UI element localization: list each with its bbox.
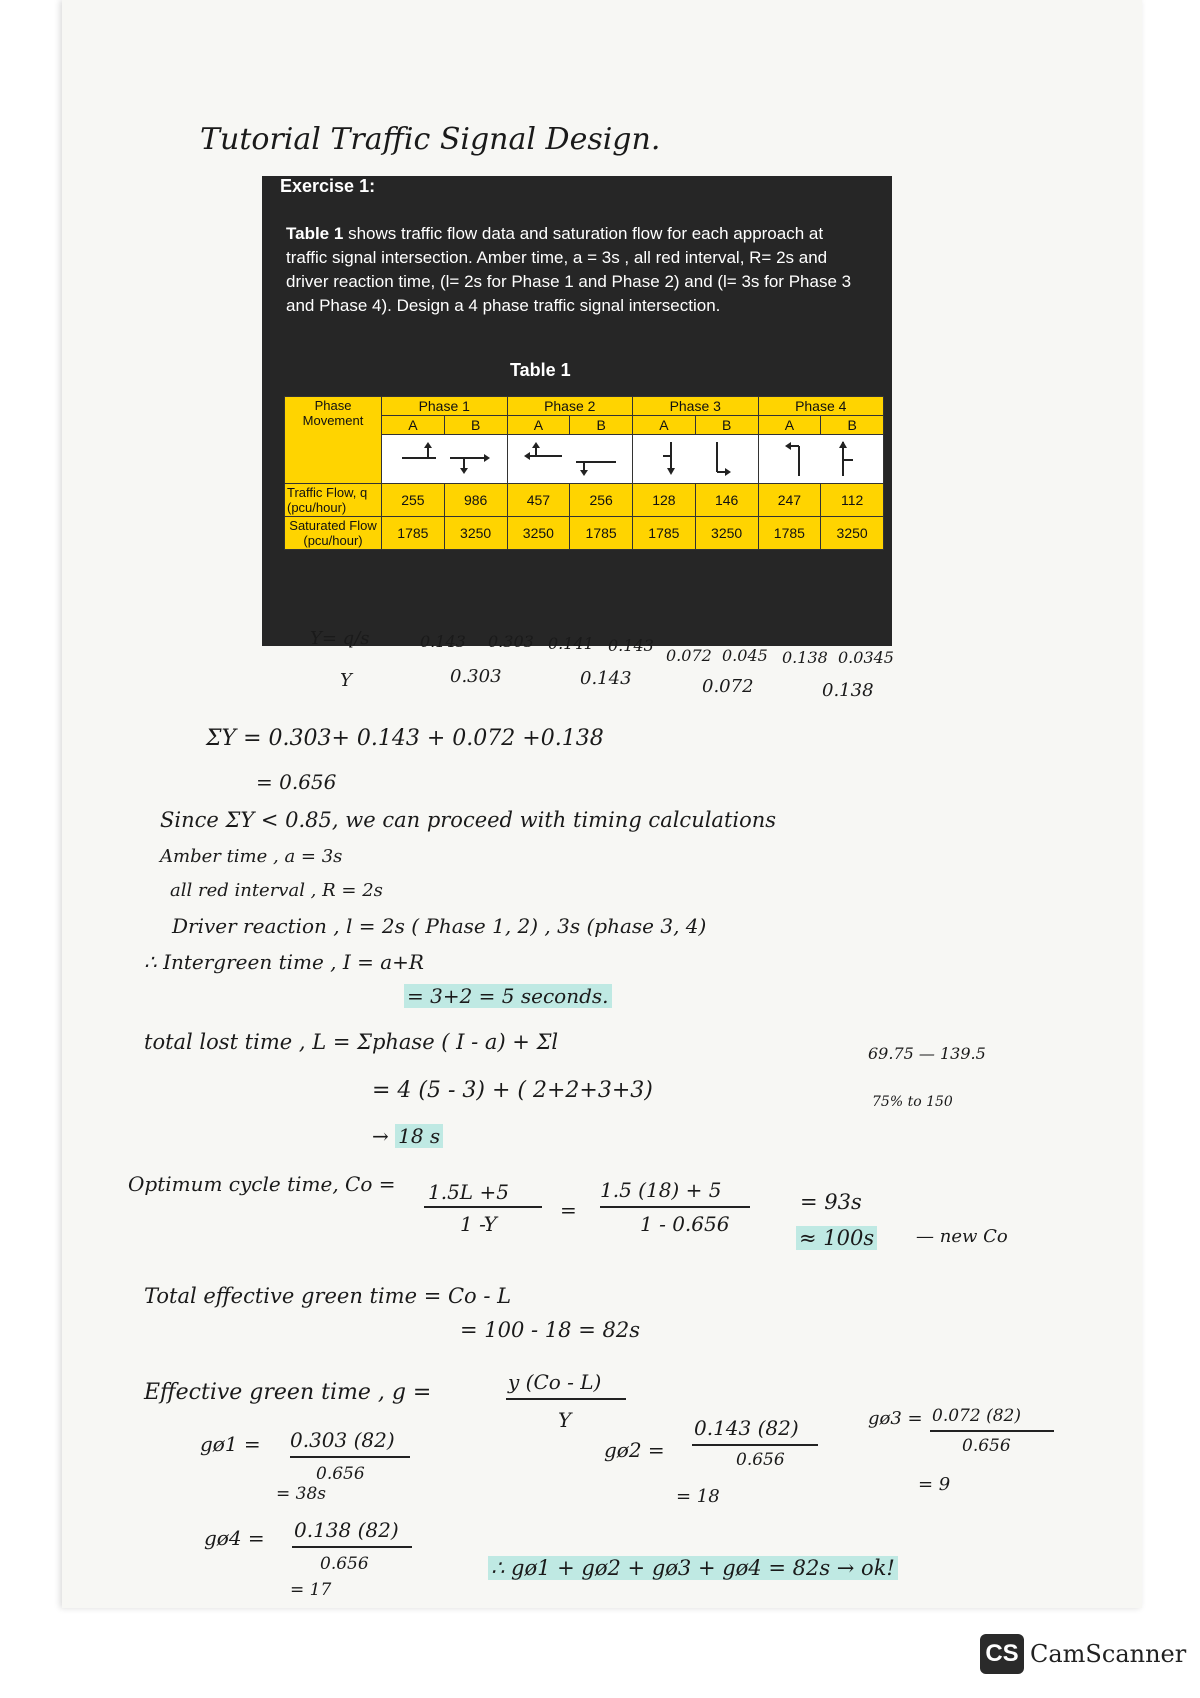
g4-value: = 17 (290, 1580, 332, 1600)
y-value: 0.141 (548, 634, 594, 653)
page-title: Tutorial Traffic Signal Design. (200, 122, 661, 157)
flow-cell: 247 (758, 484, 821, 517)
phase-1-header: Phase 1 (382, 397, 508, 416)
movement-phase-1 (382, 435, 508, 484)
flow-cell: 986 (444, 484, 507, 517)
eg-numerator: y (Co - L) (508, 1370, 602, 1394)
fraction-bar (290, 1456, 410, 1458)
movement-phase-3 (633, 435, 759, 484)
y-value: 0.072 (666, 646, 712, 665)
g3-label: gø3 = (868, 1408, 923, 1429)
phase-2-header: Phase 2 (507, 397, 633, 416)
signal-table (284, 396, 884, 550)
phase-3-header: Phase 3 (633, 397, 759, 416)
cycle-denominator-2: 1 - 0.656 (640, 1212, 730, 1236)
y-value: 0.143 (420, 632, 466, 651)
lost-time-value: → 18 s (372, 1124, 443, 1148)
sub-a: A (507, 416, 570, 435)
movement-arrows-icon (510, 438, 630, 478)
g4-label: gø4 = (204, 1526, 265, 1550)
sat-label: Saturated Flow (pcu/hour) (285, 517, 382, 550)
movement-arrows-icon (635, 438, 755, 478)
side-note: 69.75 — 139.5 (868, 1044, 986, 1063)
sat-cell: 1785 (570, 517, 633, 550)
y-value: 0.138 (782, 648, 828, 667)
y-max-label: Y (340, 670, 352, 691)
cycle-new: ≈ 100s (796, 1226, 877, 1250)
driver-line: Driver reaction , l = 2s ( Phase 1, 2) , 3s (phase 3, 4) (172, 914, 707, 938)
cycle-label: Optimum cycle time, Co = (128, 1172, 396, 1196)
g2-numerator: 0.143 (82) (694, 1416, 799, 1440)
movement-arrows-icon (761, 438, 881, 478)
exercise-heading: Exercise 1: (280, 176, 376, 196)
sat-cell: 1785 (382, 517, 445, 550)
y-max: 0.143 (580, 668, 632, 689)
phase-4-header: Phase 4 (758, 397, 884, 416)
g3-denominator: 0.656 (962, 1436, 1011, 1456)
fraction-bar (292, 1546, 412, 1548)
flow-cell: 256 (570, 484, 633, 517)
total-green-line: Total effective green time = Co - L (144, 1284, 512, 1308)
sub-a: A (758, 416, 821, 435)
exercise-text-body: shows traffic flow data and saturation flow for each approach at traffic signal intersection. Amber time, a = 3s , all red interval, R= 2s and driver reaction time, (l= 2s for Phase 1 and Phase 2) and (l= 3s for Phase 3 and Phase 4). Design a 4 phase traffic signal intersection. (286, 224, 852, 315)
flow-cell: 255 (382, 484, 445, 517)
g1-label: gø1 = (200, 1432, 261, 1456)
y-value: 0.045 (722, 646, 768, 665)
check-line: ∴ gø1 + gø2 + gø3 + gø4 = 82s → ok! (488, 1556, 898, 1580)
allred-line: all red interval , R = 2s (170, 880, 383, 901)
sat-cell: 1785 (633, 517, 696, 550)
flow-cell: 146 (695, 484, 758, 517)
fraction-bar (424, 1206, 542, 1208)
y-value: 0.303 (488, 632, 534, 651)
exercise-text-bold: Table 1 (286, 224, 344, 243)
eg-denominator: Y (558, 1408, 572, 1432)
fraction-bar (506, 1398, 626, 1400)
cycle-numerator-2: 1.5 (18) + 5 (600, 1178, 722, 1202)
g2-label: gø2 = (604, 1438, 665, 1462)
y-max: 0.138 (822, 680, 874, 701)
sat-cell: 3250 (695, 517, 758, 550)
camscanner-text: CamScanner (1030, 1640, 1187, 1668)
movement-arrows-icon (384, 438, 504, 478)
cycle-new-note: — new Co (916, 1226, 1008, 1247)
sub-b: B (570, 416, 633, 435)
total-green-value: = 100 - 18 = 82s (460, 1318, 640, 1342)
flow-label: Traffic Flow, q (pcu/hour) (285, 484, 382, 517)
lost-time-line: total lost time , L = Σphase ( I - a) + Σl (144, 1030, 559, 1054)
flow-cell: 112 (821, 484, 884, 517)
sat-cell: 3250 (507, 517, 570, 550)
flow-cell: 457 (507, 484, 570, 517)
intergreen-value: = 3+2 = 5 seconds. (404, 984, 612, 1008)
table-row (285, 397, 884, 416)
table-caption: Table 1 (510, 360, 571, 380)
fraction-bar (692, 1444, 818, 1446)
fraction-bar (930, 1430, 1054, 1432)
cycle-value: = 93s (800, 1190, 862, 1214)
intergreen-line: ∴ Intergreen time , I = a+R (144, 950, 424, 974)
sum-y: ΣY = 0.303+ 0.143 + 0.072 +0.138 (206, 726, 604, 751)
g1-numerator: 0.303 (82) (290, 1428, 395, 1452)
cycle-numerator: 1.5L +5 (428, 1180, 509, 1204)
g3-numerator: 0.072 (82) (932, 1406, 1021, 1426)
table-row (285, 484, 884, 517)
fraction-bar (600, 1206, 750, 1208)
y-max: 0.072 (702, 676, 754, 697)
y-value: 0.143 (608, 636, 654, 655)
g1-denominator: 0.656 (316, 1464, 365, 1484)
equals: = (560, 1198, 577, 1222)
y-value: 0.0345 (838, 648, 894, 667)
g1-value: = 38s (276, 1484, 327, 1504)
exercise-text (286, 222, 856, 318)
g3-value: = 9 (918, 1474, 951, 1495)
sub-b: B (444, 416, 507, 435)
movement-phase-4 (758, 435, 884, 484)
since-line: Since ΣY < 0.85, we can proceed with timing calculations (160, 808, 777, 832)
sub-a: A (382, 416, 445, 435)
y-label: Y= q/s (310, 628, 370, 649)
sat-cell: 3250 (821, 517, 884, 550)
movement-phase-2 (507, 435, 633, 484)
g2-denominator: 0.656 (736, 1450, 785, 1470)
sub-b: B (695, 416, 758, 435)
sum-y-result: = 0.656 (256, 770, 337, 794)
camscanner-logo: CS (980, 1634, 1024, 1674)
sat-cell: 1785 (758, 517, 821, 550)
effective-green-line: Effective green time , g = (144, 1380, 432, 1405)
g2-value: = 18 (676, 1486, 720, 1507)
lost-time-expr: = 4 (5 - 3) + ( 2+2+3+3) (372, 1078, 653, 1103)
flow-cell: 128 (633, 484, 696, 517)
g4-denominator: 0.656 (320, 1554, 369, 1574)
side-note: 75% to 150 (872, 1094, 953, 1110)
g4-numerator: 0.138 (82) (294, 1518, 399, 1542)
sub-a: A (633, 416, 696, 435)
amber-line: Amber time , a = 3s (160, 846, 343, 867)
sat-cell: 3250 (444, 517, 507, 550)
table-row (285, 517, 884, 550)
cycle-denominator: 1 -Y (460, 1212, 497, 1236)
phase-movement-label: Phase Movement (285, 397, 382, 484)
sub-b: B (821, 416, 884, 435)
y-max: 0.303 (450, 666, 502, 687)
